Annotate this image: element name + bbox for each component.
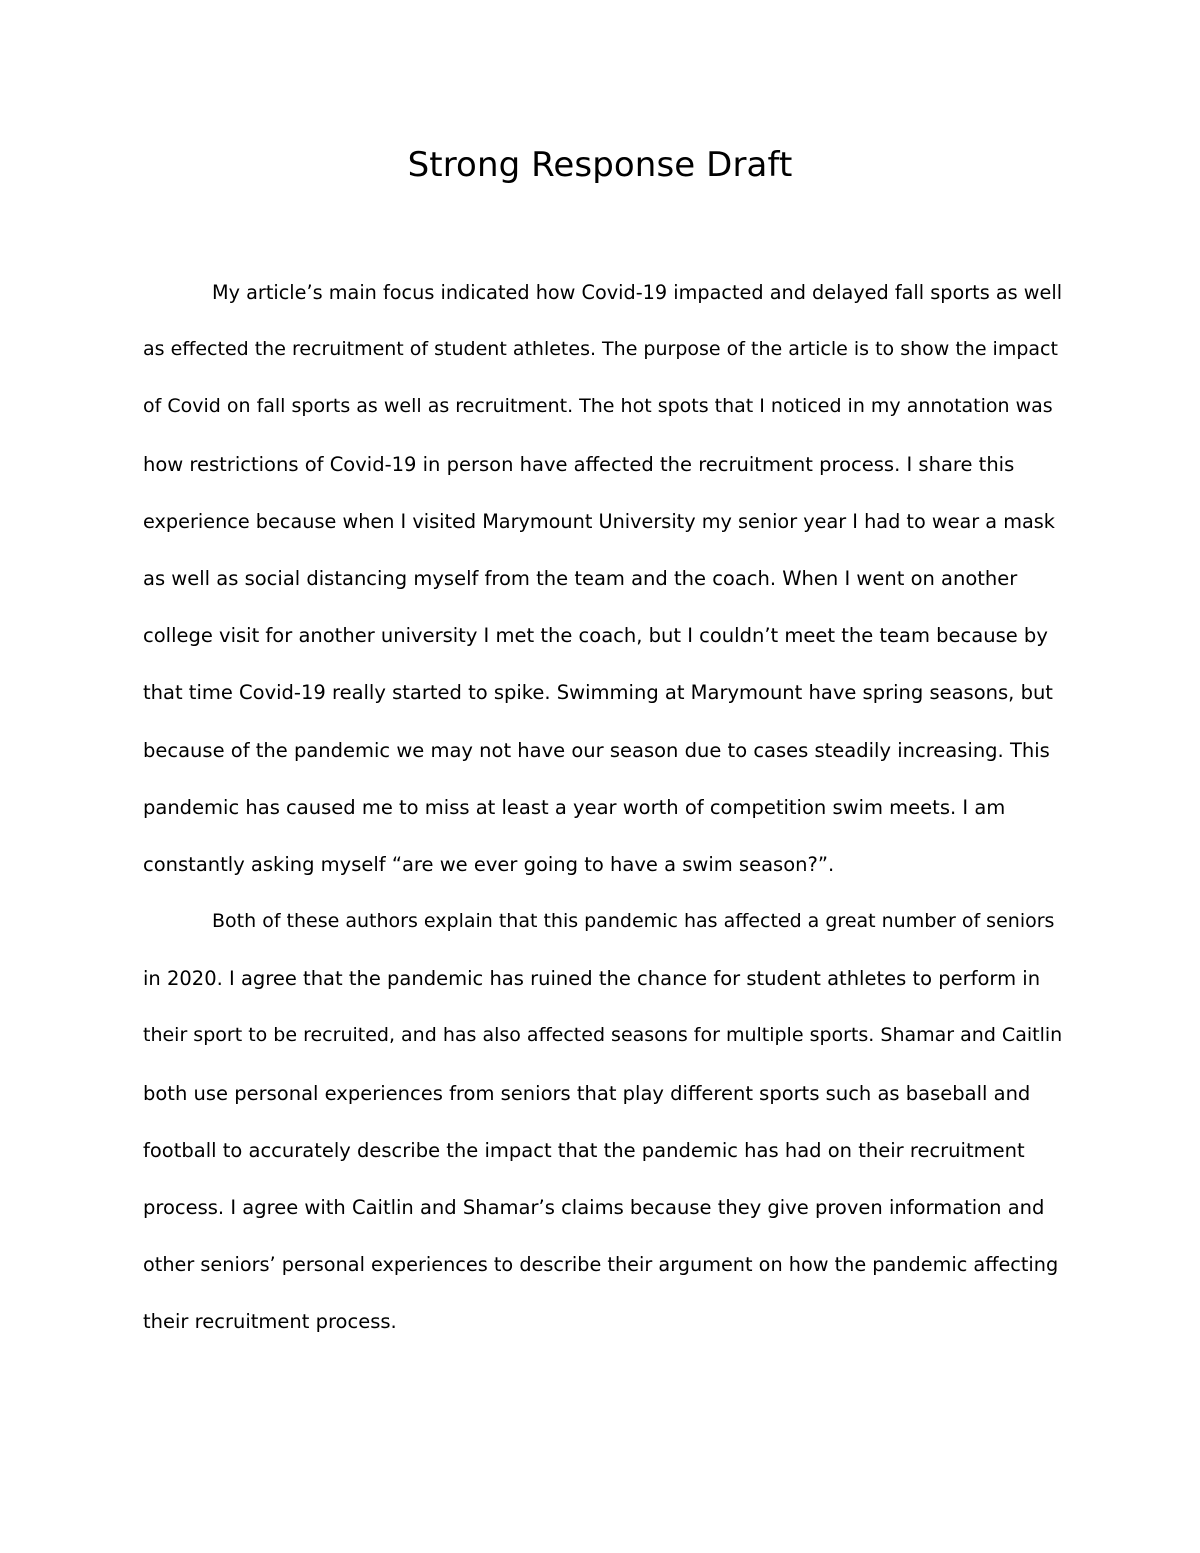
paragraph-line: as well as social distancing myself from the team and the coach. When I went on another bbox=[143, 566, 1018, 590]
paragraph-2 bbox=[143, 893, 1063, 1351]
paragraph-line: because of the pandemic we may not have our season due to cases steadily increasing. This bbox=[143, 738, 1050, 762]
paragraph-line: their sport to be recruited, and has also affected seasons for multiple sports. Shamar and Caitlin bbox=[143, 1024, 1063, 1047]
paragraph-line: process. I agree with Caitlin and Shamar’s claims because they give proven information and bbox=[143, 1196, 1045, 1219]
paragraph-line: of Covid on fall sports as well as recruitment. The hot spots that I noticed in my annotation was bbox=[143, 395, 1053, 418]
document-title: Strong Response Draft bbox=[407, 145, 793, 185]
paragraph-line: college visit for another university I met the coach, but I couldn’t meet the team because by bbox=[143, 624, 1048, 648]
paragraph-line: football to accurately describe the impact that the pandemic has had on their recruitment bbox=[143, 1138, 1025, 1162]
document-body bbox=[143, 264, 1063, 1351]
paragraph-line: how restrictions of Covid-19 in person have affected the recruitment process. I share this bbox=[143, 452, 1015, 476]
paragraph-1 bbox=[143, 264, 1063, 893]
paragraph-line: in 2020. I agree that the pandemic has ruined the chance for student athletes to perform in bbox=[143, 967, 1041, 991]
paragraph-line: their recruitment process. bbox=[143, 1310, 397, 1334]
paragraph-line: experience because when I visited Marymount University my senior year I had to wear a mask bbox=[143, 509, 1055, 533]
paragraph-line: other seniors’ personal experiences to describe their argument on how the pandemic affecting bbox=[143, 1253, 1059, 1277]
paragraph-line: as effected the recruitment of student athletes. The purpose of the article is to show the impact bbox=[143, 338, 1058, 361]
paragraph-line: pandemic has caused me to miss at least a year worth of competition swim meets. I am bbox=[143, 795, 1006, 819]
paragraph-line: that time Covid-19 really started to spike. Swimming at Marymount have spring seasons, but bbox=[143, 681, 1053, 705]
paragraph-line: both use personal experiences from seniors that play different sports such as baseball and bbox=[143, 1081, 1031, 1105]
paragraph-line: constantly asking myself “are we ever going to have a swim season?”. bbox=[143, 852, 835, 876]
paragraph-line: My article’s main focus indicated how Covid-19 impacted and delayed fall sports as well bbox=[212, 281, 1063, 304]
paragraph-line: Both of these authors explain that this pandemic has affected a great number of seniors bbox=[212, 910, 1055, 933]
